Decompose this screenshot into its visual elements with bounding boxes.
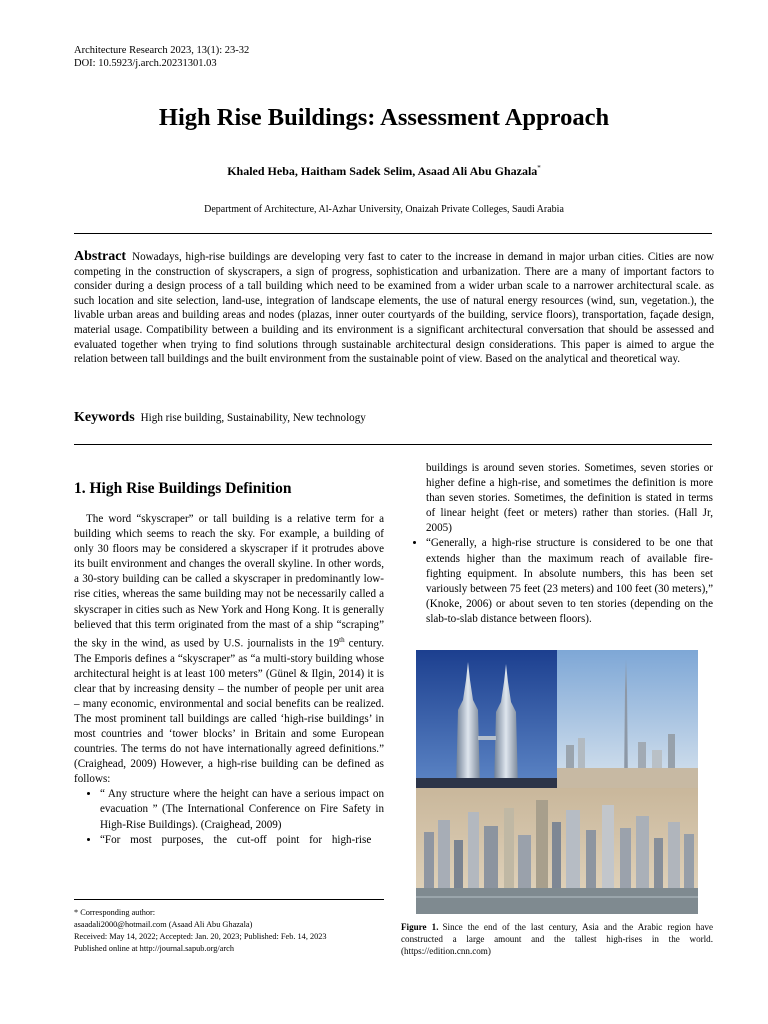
- section-heading: 1. High Rise Buildings Definition: [74, 480, 292, 497]
- author-email: asaadali2000@hotmail.com (Asaad Ali Abu Ghazala): [74, 920, 253, 929]
- abstract-label: Abstract: [74, 249, 127, 264]
- keywords-block: [74, 410, 366, 426]
- list-item: • “For most purposes, the cut-off point for high-rise: [100, 833, 384, 848]
- definition-list: [74, 787, 384, 847]
- corresponding-mark: *: [537, 164, 541, 172]
- left-column: [74, 512, 384, 848]
- dubai-photo: [557, 650, 698, 788]
- journal-header: [74, 44, 249, 70]
- definition-paragraph: [74, 512, 384, 787]
- superscript-th: th: [339, 635, 345, 644]
- list-item-continuation: buildings is around seven stories. Sometimes, seven stories or higher define a high-rise, and sometimes the definition is more than seven stories. Sometimes, the definition is stated in terms of linear height (feet or meters) rather than stories. (Hall Jr, 2005): [426, 462, 713, 535]
- affiliation: Department of Architecture, Al-Azhar University, Onaizah Private Colleges, Saudi Arabia: [204, 204, 564, 215]
- authors-names: Khaled Heba, Haitham Sadek Selim, Asaad Ali Abu Ghazala: [227, 164, 538, 178]
- abstract-block: [74, 250, 714, 367]
- paragraph-text-2: century. The Emporis defines a “skyscraper” as “a multi-story building whose architectural height is at least 100 meters” (Günel & Ilgin, 2014) it is clear that by increasing density – the number of people per unit area – many economic, environmental and social benefits can be realized. The most prominent tall buildings are called ‘high-rise buildings’ in most countries and ‘tower blocks’ in Britain and some European countries. The terms do not have internationally agreed definitions.” (Craighead, 2009) However, a high-rise building can be defined as follows:: [74, 637, 384, 786]
- keywords-divider: [74, 444, 712, 445]
- list-item: • “Generally, a high-rise structure is considered to be one that extends higher than the maximum reach of available fire-fighting equipment. In absolute numbers, this has been set variously between 75 feet (23 meters) and 100 feet (30 meters),” (Knoke, 2006) or about seven to ten stories (depending on the slab-to-slab distance between floors).: [426, 536, 713, 627]
- right-column: [400, 461, 713, 627]
- top-divider: [74, 233, 712, 234]
- figure-skyscrapers-image: [416, 650, 698, 914]
- figure-label: Figure 1.: [401, 922, 439, 932]
- corresponding-author-label: * Corresponding author:: [74, 908, 156, 917]
- publication-dates: Received: May 14, 2022; Accepted: Jan. 20, 2023; Published: Feb. 14, 2023: [74, 932, 327, 941]
- publication-url: Published online at http://journal.sapub.org/arch: [74, 944, 234, 953]
- list-item: • “ Any structure where the height can have a serious impact on evacuation ” (The International Conference on Fire Safety in High-Rise Buildings). (Craighead, 2009): [100, 787, 384, 832]
- twin-towers-photo: [416, 650, 557, 788]
- author-list: [0, 164, 768, 179]
- definition-list-continued: [400, 536, 713, 627]
- figure-caption: [401, 921, 713, 957]
- footnote-block: [74, 907, 327, 955]
- skyline-photo: [416, 788, 698, 914]
- paper-title: High Rise Buildings: Assessment Approach: [158, 104, 610, 131]
- footnote-divider: [74, 899, 384, 900]
- doi-line: DOI: 10.5923/j.arch.20231301.03: [74, 58, 217, 69]
- abstract-text: Nowadays, high-rise buildings are developing very fast to cater to the increase in demand in major urban cities. Cities are now competing in the construction of skyscrapers, a sign of progress, sophistication and urbanization. There are a many of important factors to consider during a design process of a tall building which need to be examined from a wider urban scale to a narrower architectural scale. as such location and site selection, land-use, integration of landscape elements, the use of natural energy resources (wind, sun, vegetation.), the livable urban areas and building areas and nodes (plazas, inner outer courtyards of the building, service floors), transportation, façade design, material usage. Compatibility between a building and its environment is a significant architectural conversation that should be assessed and evaluated together when trying to find solutions through sustainable architectural design considerations. This paper is aimed to argue the relation between tall buildings and the built environment from the sustainable point of view. Based on the analytical and theoretical way.: [74, 251, 714, 366]
- keywords-label: Keywords: [74, 410, 135, 425]
- paragraph-text-1: The word “skyscraper” or tall building is a relative term for a building which seems to reach the sky. For example, a building of only 30 floors may be considered a skyscraper if it protrudes above its built environment and changes the overall skyline. In other words, a 30-story building can be called a skyscraper in predominantly low-rise cities, whereas the same building may not be necessarily called a skyscraper in cities such as New York and Hong Kong. It is generally believed that this term originated from the mast of a ship “scraping” the sky in the wind, as used by U.S. journalists in the 19: [74, 513, 384, 650]
- keywords-text: High rise building, Sustainability, New technology: [140, 412, 366, 424]
- figure-caption-text: Since the end of the last century, Asia and the Arabic region have constructed a large amount and the tallest high-rises in the world. (https://edition.cnn.com): [401, 922, 713, 956]
- journal-citation: Architecture Research 2023, 13(1): 23-32: [74, 45, 250, 56]
